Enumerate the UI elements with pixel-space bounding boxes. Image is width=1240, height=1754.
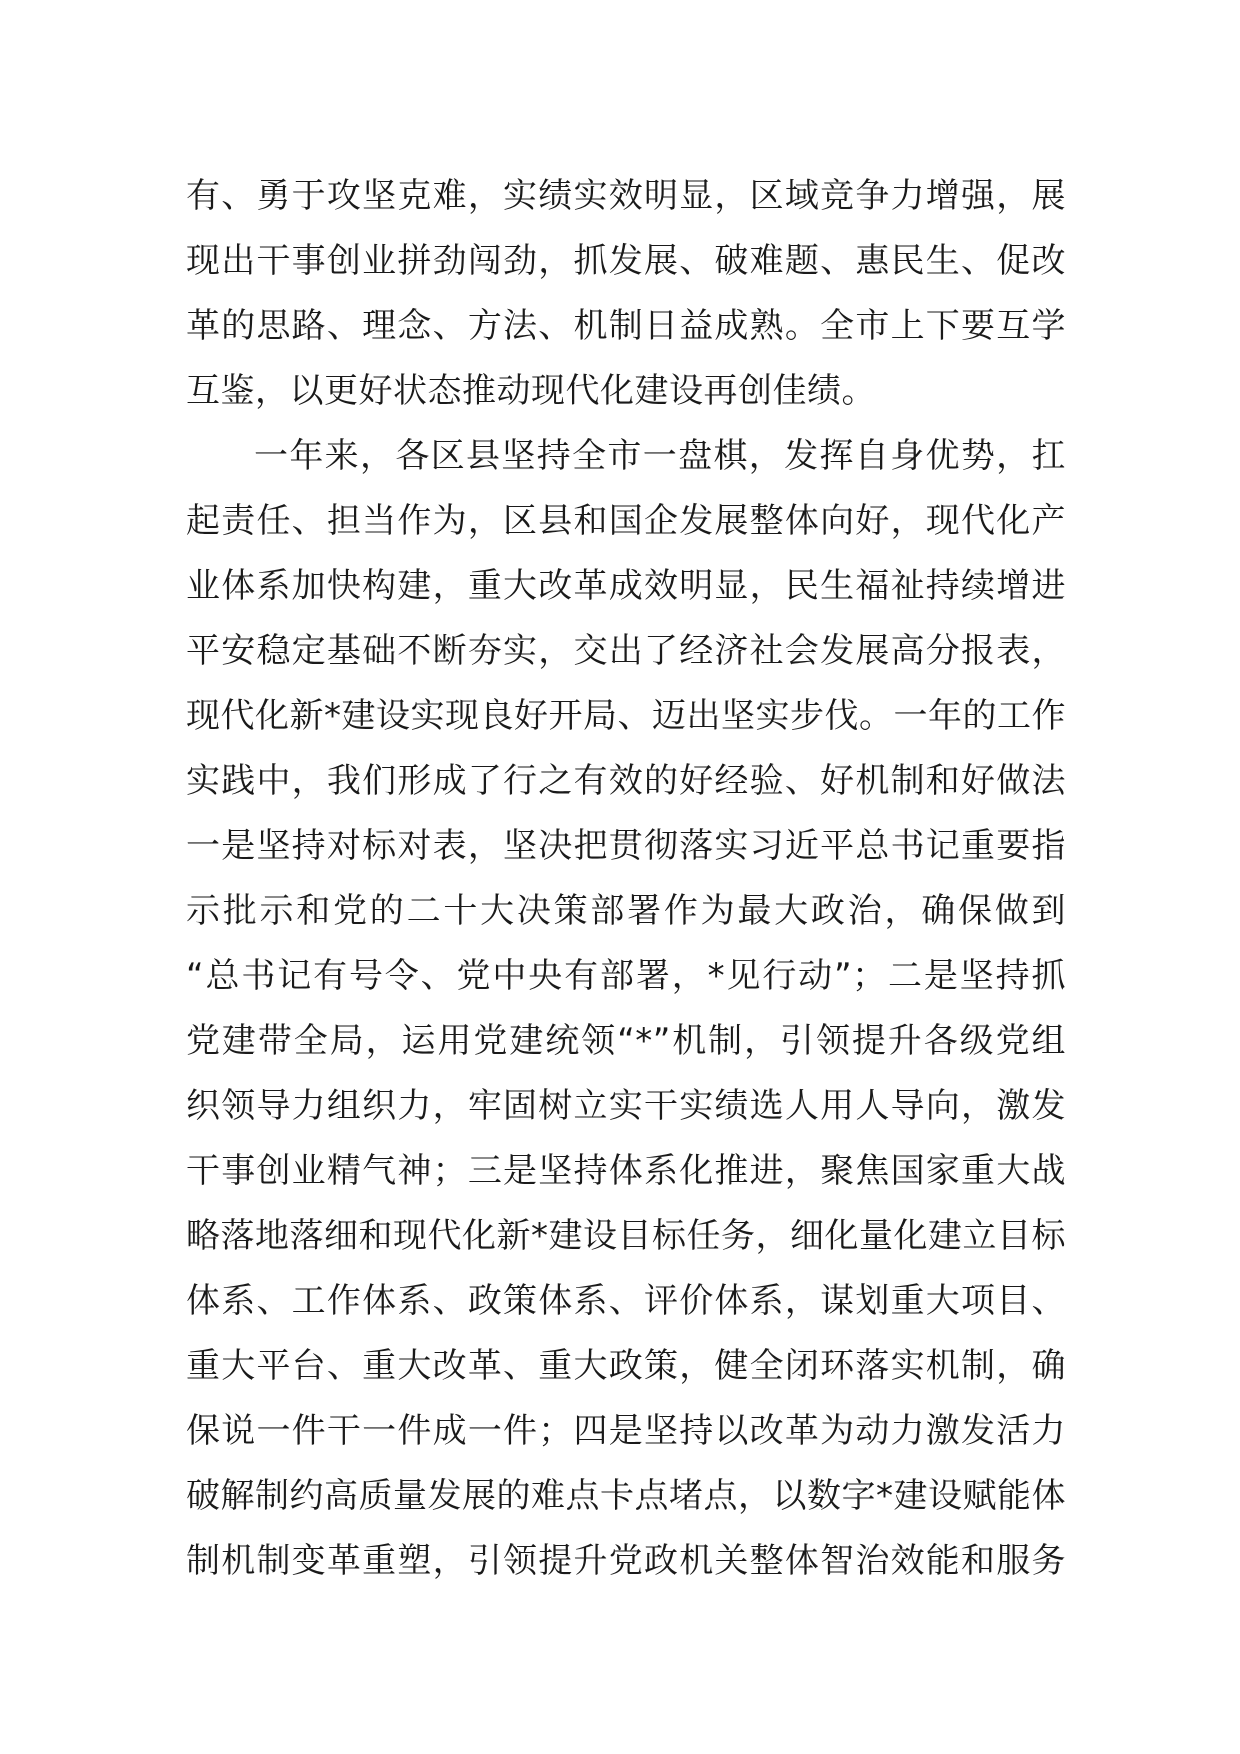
text-line: 互鉴，以更好状态推动现代化建设再创佳绩。	[186, 371, 876, 411]
paragraph-2	[186, 424, 1066, 1594]
text-line: 体系、工作体系、政策体系、评价体系，谋划重大项目、	[186, 1281, 1066, 1321]
text-line: 干事创业精气神；三是坚持体系化推进，聚焦国家重大战	[186, 1151, 1066, 1191]
text-line: “总书记有号令、党中央有部署，*见行动”；二是坚持抓	[186, 956, 1066, 996]
text-line: 破解制约高质量发展的难点卡点堵点，以数字*建设赋能体	[186, 1476, 1066, 1516]
text-line: 现代化新*建设实现良好开局、迈出坚实步伐。一年的工作	[186, 696, 1066, 736]
text-line: 一是坚持对标对表，坚决把贯彻落实习近平总书记重要指	[186, 826, 1066, 866]
text-line: 实践中，我们形成了行之有效的好经验、好机制和好做法	[186, 761, 1066, 801]
text-line: 平安稳定基础不断夯实，交出了经济社会发展高分报表，	[186, 631, 1066, 671]
text-line: 有、勇于攻坚克难，实绩实效明显，区域竞争力增强，展	[186, 176, 1066, 216]
text-line: 起责任、担当作为，区县和国企发展整体向好，现代化产	[186, 501, 1066, 541]
text-line: 略落地落细和现代化新*建设目标任务，细化量化建立目标	[186, 1216, 1066, 1256]
paragraph-1	[186, 164, 1066, 424]
text-line: 重大平台、重大改革、重大政策，健全闭环落实机制，确	[186, 1346, 1066, 1386]
text-line: 革的思路、理念、方法、机制日益成熟。全市上下要互学	[186, 306, 1066, 346]
text-line: 制机制变革重塑，引领提升党政机关整体智治效能和服务	[186, 1541, 1066, 1581]
text-line: 示批示和党的二十大决策部署作为最大政治，确保做到	[186, 891, 1066, 931]
text-line: 织领导力组织力，牢固树立实干实绩选人用人导向，激发	[186, 1086, 1066, 1126]
text-line: 业体系加快构建，重大改革成效明显，民生福祉持续增进	[186, 566, 1066, 606]
text-line: 一年来，各区县坚持全市一盘棋，发挥自身优势，扛	[254, 436, 1066, 476]
body-text	[186, 164, 1066, 1594]
text-line: 党建带全局，运用党建统领“*”机制，引领提升各级党组	[186, 1021, 1066, 1061]
text-line: 保说一件干一件成一件；四是坚持以改革为动力激发活力	[186, 1411, 1066, 1451]
text-line: 现出干事创业拼劲闯劲，抓发展、破难题、惠民生、促改	[186, 241, 1066, 281]
